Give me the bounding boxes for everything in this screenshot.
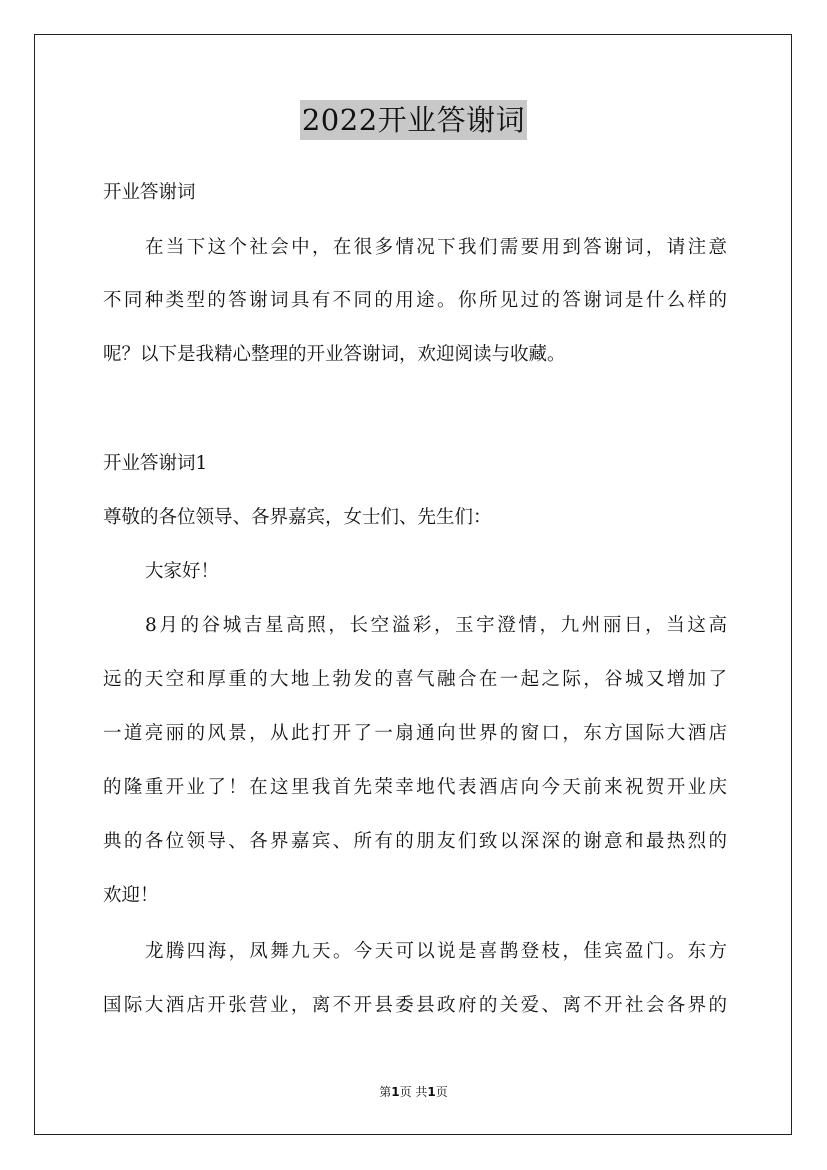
paragraph1-line-1: 8月的谷城吉星高照，长空溢彩，玉宇澄情，九州丽日，当这高 — [145, 615, 727, 636]
paragraph1-line-5: 典的各位领导、各界嘉宾、所有的朋友们致以深深的谢意和最热烈的 — [103, 831, 727, 852]
speech-heading: 开业答谢词1 — [103, 453, 208, 474]
paragraph1-line-4: 的隆重开业了！在这里我首先荣幸地代表酒店向今天前来祝贺开业庆 — [103, 777, 727, 798]
footer-page-current: 1 — [391, 1085, 400, 1099]
salutation: 尊敬的各位领导、各界嘉宾，女士们、先生们： — [103, 507, 492, 528]
footer-prefix: 第 — [379, 1085, 392, 1099]
footer-page-total: 1 — [427, 1085, 436, 1099]
section-heading: 开业答谢词 — [103, 182, 196, 203]
paragraph2-line-2: 国际大酒店开张营业，离不开县委县政府的关爱、离不开社会各界的 — [103, 995, 727, 1016]
intro-line-3: 呢？以下是我精心整理的开业答谢词，欢迎阅读与收藏。 — [103, 344, 566, 365]
greeting: 大家好！ — [145, 561, 220, 582]
footer-mid: 页 共 — [399, 1085, 428, 1099]
title-container — [0, 100, 827, 140]
paragraph2-line-1: 龙腾四海，凤舞九天。今天可以说是喜鹊登枝，佳宾盈门。东方 — [145, 941, 727, 962]
page-footer — [0, 1084, 827, 1100]
paragraph1-line-3: 一道亮丽的风景，从此打开了一扇通向世界的窗口，东方国际大酒店 — [103, 723, 727, 744]
paragraph1-line-2: 远的天空和厚重的大地上勃发的喜气融合在一起之际，谷城又增加了 — [103, 669, 727, 690]
intro-line-1: 在当下这个社会中，在很多情况下我们需要用到答谢词，请注意 — [145, 237, 727, 258]
footer-suffix: 页 — [435, 1085, 448, 1099]
paragraph1-line-6: 欢迎！ — [103, 885, 159, 906]
intro-line-2: 不同种类型的答谢词具有不同的用途。你所见过的答谢词是什么样的 — [103, 290, 727, 311]
document-title: 2022开业答谢词 — [300, 100, 527, 140]
